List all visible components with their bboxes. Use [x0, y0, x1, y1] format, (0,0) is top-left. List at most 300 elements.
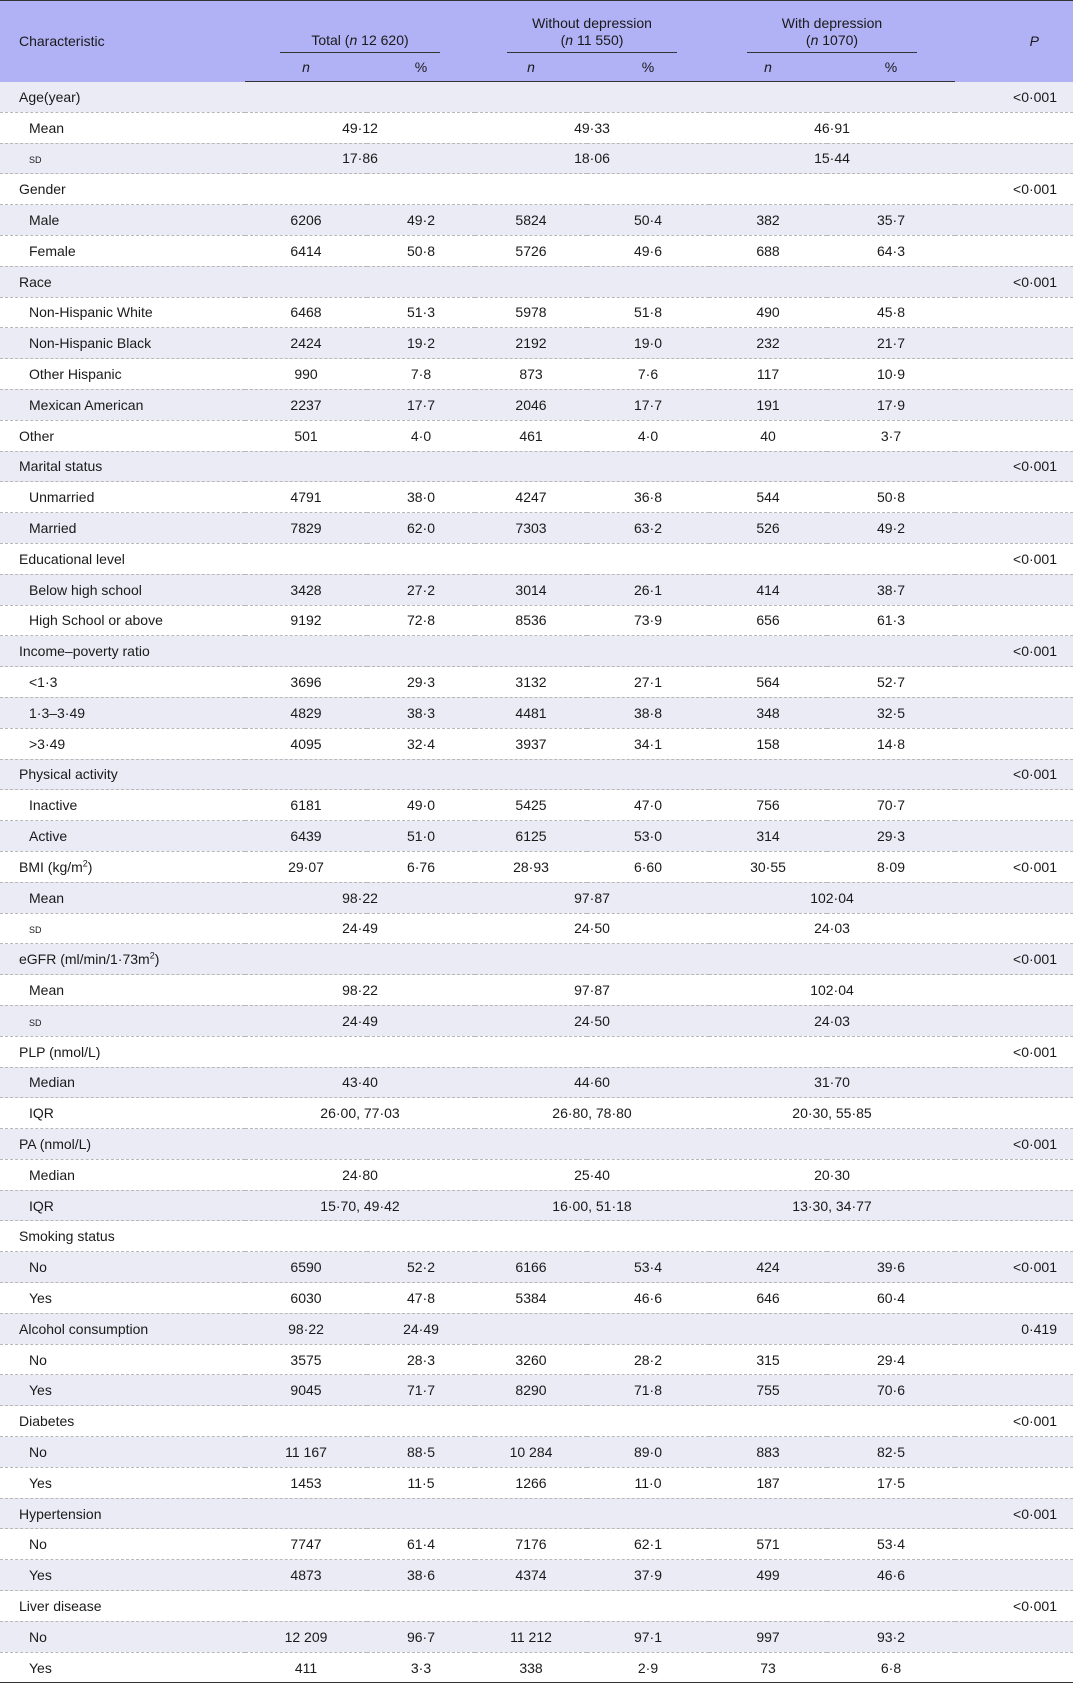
percent-cell: [587, 1498, 709, 1529]
count-cell: 232: [709, 328, 827, 359]
row-label: [0, 1652, 245, 1683]
count-cell: 3696: [245, 667, 367, 698]
row-label: [0, 1129, 245, 1160]
percent-cell: 52·7: [827, 667, 955, 698]
percent-cell: 50·8: [827, 482, 955, 513]
p-value-cell: [955, 482, 1073, 513]
p-value-cell: [955, 1344, 1073, 1375]
count-cell: 3014: [475, 574, 587, 605]
count-cell: [475, 451, 587, 482]
row-label-text: Unmarried: [29, 489, 95, 506]
row-label: [0, 205, 245, 236]
percent-cell: 64·3: [827, 235, 955, 266]
percent-cell: [827, 759, 955, 790]
count-cell: 9192: [245, 605, 367, 636]
count-cell: 756: [709, 790, 827, 821]
p-value-cell: <0·001: [955, 543, 1073, 574]
p-value-cell: <0·001: [955, 1252, 1073, 1283]
percent-cell: [587, 451, 709, 482]
table-row: [0, 1375, 1073, 1406]
count-cell: 6439: [245, 821, 367, 852]
count-cell: 3260: [475, 1344, 587, 1375]
row-label-text: Mean: [29, 982, 65, 998]
row-label: [0, 944, 245, 975]
row-label: [0, 697, 245, 728]
percent-cell: 97·1: [587, 1621, 709, 1652]
p-value-cell: <0·001: [955, 266, 1073, 297]
table-row: [0, 975, 1073, 1006]
count-cell: 990: [245, 359, 367, 390]
count-cell: [245, 1591, 367, 1622]
percent-cell: [827, 1406, 955, 1437]
count-cell: [475, 543, 587, 574]
header-with-rest: 1070): [818, 32, 859, 48]
row-label: [0, 1560, 245, 1591]
row-label-superscript: 2: [149, 950, 155, 961]
count-cell: 29·07: [245, 851, 367, 882]
percent-cell: 46·6: [587, 1283, 709, 1314]
row-label-text: High School or above: [29, 612, 163, 629]
count-cell: 98·22: [245, 1313, 367, 1344]
summary-cell: 24·03: [709, 1005, 955, 1036]
table-row: [0, 174, 1073, 205]
percent-cell: 17·7: [367, 389, 475, 420]
row-label: [0, 389, 245, 420]
count-cell: 2237: [245, 389, 367, 420]
row-label: [0, 882, 245, 913]
table-row: [0, 882, 1073, 913]
summary-cell: 24·03: [709, 913, 955, 944]
percent-cell: [827, 1036, 955, 1067]
row-label-text: >3·49: [29, 735, 66, 752]
percent-cell: 29·4: [827, 1344, 955, 1375]
count-cell: 10 284: [475, 1437, 587, 1468]
summary-cell: 13·30, 34·77: [709, 1190, 955, 1221]
table-row: [0, 389, 1073, 420]
row-label-text: Median: [29, 1166, 75, 1183]
count-cell: [245, 82, 367, 113]
row-label: [0, 82, 245, 113]
row-label-suffix: ): [87, 858, 93, 875]
row-label-text: Median: [29, 1074, 75, 1091]
row-label: [0, 328, 245, 359]
header-p: P: [955, 1, 1073, 82]
percent-cell: [827, 82, 955, 113]
row-label: [0, 728, 245, 759]
percent-cell: [827, 266, 955, 297]
row-label-text: Other Hispanic: [29, 366, 122, 383]
count-cell: [475, 1221, 587, 1252]
percent-cell: 49·2: [827, 513, 955, 544]
percent-cell: 3·3: [367, 1652, 475, 1683]
percent-cell: 53·4: [587, 1252, 709, 1283]
header-without-n: n: [565, 32, 574, 48]
row-label-text: No: [29, 1351, 47, 1368]
percent-cell: 2·9: [587, 1652, 709, 1683]
count-cell: [709, 636, 827, 667]
row-label: [0, 975, 245, 1006]
row-label: [0, 174, 245, 205]
table-row: [0, 359, 1073, 390]
count-cell: [245, 1221, 367, 1252]
count-cell: 9045: [245, 1375, 367, 1406]
count-cell: [475, 759, 587, 790]
header-with-n-col: n: [709, 53, 827, 82]
count-cell: 315: [709, 1344, 827, 1375]
table-row: [0, 1283, 1073, 1314]
p-value-cell: [955, 882, 1073, 913]
row-label-text: No: [29, 1443, 47, 1460]
p-value-cell: [955, 112, 1073, 143]
table-row: [0, 1098, 1073, 1129]
header-with-n: n: [810, 32, 819, 48]
percent-cell: 6·76: [367, 851, 475, 882]
count-cell: [709, 1129, 827, 1160]
percent-cell: 70·6: [827, 1375, 955, 1406]
p-value-cell: [955, 821, 1073, 852]
p-value-cell: [955, 1375, 1073, 1406]
count-cell: [709, 1313, 827, 1344]
row-label-text: Hypertension: [19, 1505, 102, 1522]
p-value-cell: [955, 975, 1073, 1006]
percent-cell: 51·3: [367, 297, 475, 328]
percent-cell: 7·6: [587, 359, 709, 390]
summary-cell: 18·06: [475, 143, 709, 174]
count-cell: 6125: [475, 821, 587, 852]
count-cell: 382: [709, 205, 827, 236]
percent-cell: [367, 174, 475, 205]
table-row: [0, 1406, 1073, 1437]
count-cell: 314: [709, 821, 827, 852]
table-row: [0, 574, 1073, 605]
percent-cell: 28·2: [587, 1344, 709, 1375]
percent-cell: 51·8: [587, 297, 709, 328]
count-cell: [245, 174, 367, 205]
percent-cell: [367, 266, 475, 297]
count-cell: [475, 1591, 587, 1622]
count-cell: 646: [709, 1283, 827, 1314]
p-value-cell: [955, 605, 1073, 636]
percent-cell: [367, 82, 475, 113]
row-label-text: Age(year): [19, 88, 81, 105]
percent-cell: 3·7: [827, 420, 955, 451]
p-value-cell: [955, 1067, 1073, 1098]
row-label: [0, 1313, 245, 1344]
row-label: [0, 513, 245, 544]
summary-cell: 102·04: [709, 975, 955, 1006]
row-label-superscript: 2: [82, 858, 88, 869]
p-value-cell: [955, 328, 1073, 359]
table-row: [0, 759, 1073, 790]
count-cell: [709, 451, 827, 482]
p-value-cell: [955, 1221, 1073, 1252]
percent-cell: 35·7: [827, 205, 955, 236]
summary-cell: 31·70: [709, 1067, 955, 1098]
percent-cell: [587, 266, 709, 297]
table-row: [0, 1005, 1073, 1036]
percent-cell: 45·8: [827, 297, 955, 328]
p-value-cell: [955, 389, 1073, 420]
row-label: [0, 112, 245, 143]
row-label-text: Yes: [29, 1474, 52, 1491]
row-label-text: Gender: [19, 181, 66, 198]
percent-cell: [827, 1498, 955, 1529]
row-label-text: Income–poverty ratio: [19, 643, 150, 660]
percent-cell: 37·9: [587, 1560, 709, 1591]
percent-cell: [367, 1036, 475, 1067]
count-cell: 191: [709, 389, 827, 420]
table-row: [0, 636, 1073, 667]
percent-cell: 47·8: [367, 1283, 475, 1314]
count-cell: [709, 1406, 827, 1437]
percent-cell: 61·3: [827, 605, 955, 636]
summary-cell: 49·33: [475, 112, 709, 143]
summary-cell: 97·87: [475, 882, 709, 913]
count-cell: [245, 543, 367, 574]
percent-cell: 38·0: [367, 482, 475, 513]
summary-cell: 43·40: [245, 1067, 475, 1098]
percent-cell: 50·8: [367, 235, 475, 266]
row-label-text: <1·3: [29, 674, 58, 691]
percent-cell: 11·5: [367, 1467, 475, 1498]
percent-cell: 14·8: [827, 728, 955, 759]
p-value-cell: [955, 1190, 1073, 1221]
percent-cell: [587, 174, 709, 205]
percent-cell: 4·0: [587, 420, 709, 451]
row-label: [0, 851, 245, 882]
percent-cell: 17·7: [587, 389, 709, 420]
count-cell: [475, 636, 587, 667]
percent-cell: 34·1: [587, 728, 709, 759]
row-label: [0, 1498, 245, 1529]
count-cell: 3132: [475, 667, 587, 698]
summary-cell: 20·30: [709, 1159, 955, 1190]
count-cell: 6181: [245, 790, 367, 821]
table-row: [0, 205, 1073, 236]
count-cell: 544: [709, 482, 827, 513]
percent-cell: 71·7: [367, 1375, 475, 1406]
header-without-n-col: n: [475, 53, 587, 82]
percent-cell: 47·0: [587, 790, 709, 821]
count-cell: 5425: [475, 790, 587, 821]
p-value-cell: <0·001: [955, 636, 1073, 667]
header-total-title: Total (: [311, 32, 350, 48]
row-label-text: Male: [29, 212, 60, 229]
count-cell: [475, 944, 587, 975]
table-row: [0, 1621, 1073, 1652]
row-label: [0, 790, 245, 821]
row-label-text: Marital status: [19, 458, 103, 475]
header-characteristic: Characteristic: [0, 1, 245, 82]
percent-cell: 19·2: [367, 328, 475, 359]
p-value-cell: [955, 1467, 1073, 1498]
table-row: [0, 697, 1073, 728]
percent-cell: 32·5: [827, 697, 955, 728]
row-label-text: Physical activity: [19, 766, 118, 783]
row-label-text: eGFR (ml/min/1·73m: [19, 951, 150, 968]
count-cell: 6590: [245, 1252, 367, 1283]
count-cell: 5978: [475, 297, 587, 328]
row-label: [0, 1067, 245, 1098]
table-row: [0, 1129, 1073, 1160]
row-label: [0, 1098, 245, 1129]
row-label-text: Other: [19, 427, 55, 444]
percent-cell: [827, 944, 955, 975]
row-label: [0, 759, 245, 790]
summary-cell: 98·22: [245, 975, 475, 1006]
row-label: [0, 235, 245, 266]
table-row: [0, 482, 1073, 513]
summary-cell: 97·87: [475, 975, 709, 1006]
count-cell: [245, 1498, 367, 1529]
percent-cell: 38·8: [587, 697, 709, 728]
table-row: [0, 1560, 1073, 1591]
table-row: [0, 1529, 1073, 1560]
p-value-cell: [955, 1098, 1073, 1129]
count-cell: 997: [709, 1621, 827, 1652]
percent-cell: 7·8: [367, 359, 475, 390]
row-label-text: No: [29, 1536, 47, 1553]
row-label: [0, 1529, 245, 1560]
table-row: [0, 1252, 1073, 1283]
table-row: [0, 420, 1073, 451]
table-row: [0, 1344, 1073, 1375]
percent-cell: [827, 174, 955, 205]
count-cell: 8536: [475, 605, 587, 636]
summary-cell: 98·22: [245, 882, 475, 913]
percent-cell: 4·0: [367, 420, 475, 451]
percent-cell: 89·0: [587, 1437, 709, 1468]
percent-cell: 38·3: [367, 697, 475, 728]
row-label-text: Smoking status: [19, 1228, 115, 1245]
percent-cell: 50·4: [587, 205, 709, 236]
count-cell: 187: [709, 1467, 827, 1498]
percent-cell: 72·8: [367, 605, 475, 636]
p-value-cell: <0·001: [955, 851, 1073, 882]
count-cell: 11 212: [475, 1621, 587, 1652]
count-cell: 883: [709, 1437, 827, 1468]
count-cell: 30·55: [709, 851, 827, 882]
count-cell: 3937: [475, 728, 587, 759]
row-label-text: Non-Hispanic Black: [29, 335, 152, 352]
count-cell: 11 167: [245, 1437, 367, 1468]
row-label: [0, 1591, 245, 1622]
percent-cell: 52·2: [367, 1252, 475, 1283]
percent-cell: [367, 944, 475, 975]
row-label: [0, 543, 245, 574]
percent-cell: 49·6: [587, 235, 709, 266]
count-cell: 688: [709, 235, 827, 266]
count-cell: 4481: [475, 697, 587, 728]
row-label: [0, 143, 245, 174]
count-cell: 8290: [475, 1375, 587, 1406]
count-cell: [245, 1129, 367, 1160]
count-cell: 12 209: [245, 1621, 367, 1652]
summary-cell: 24·49: [245, 1005, 475, 1036]
count-cell: 499: [709, 1560, 827, 1591]
count-cell: 73: [709, 1652, 827, 1683]
table-header: [0, 1, 1073, 82]
summary-cell: 24·50: [475, 913, 709, 944]
table-row: [0, 605, 1073, 636]
table-row: [0, 82, 1073, 113]
percent-cell: [587, 636, 709, 667]
row-label-text: Non-Hispanic White: [29, 304, 153, 321]
percent-cell: 93·2: [827, 1621, 955, 1652]
percent-cell: 27·1: [587, 667, 709, 698]
summary-cell: 26·00, 77·03: [245, 1098, 475, 1129]
row-label-text: Yes: [29, 1289, 52, 1306]
row-label: [0, 451, 245, 482]
row-label: [0, 1437, 245, 1468]
percent-cell: [367, 451, 475, 482]
percent-cell: 26·1: [587, 574, 709, 605]
count-cell: 5726: [475, 235, 587, 266]
table-row: [0, 1036, 1073, 1067]
count-cell: [709, 174, 827, 205]
count-cell: [709, 1498, 827, 1529]
header-with-line1: With depression: [781, 15, 883, 31]
header-without-rest: 11 550): [573, 32, 624, 48]
summary-cell: 15·44: [709, 143, 955, 174]
count-cell: 40: [709, 420, 827, 451]
table-row: [0, 1313, 1073, 1344]
count-cell: [475, 1406, 587, 1437]
p-value-cell: [955, 574, 1073, 605]
summary-cell: 102·04: [709, 882, 955, 913]
count-cell: [245, 759, 367, 790]
table-row: [0, 1190, 1073, 1221]
summary-cell: 15·70, 49·42: [245, 1190, 475, 1221]
summary-cell: 49·12: [245, 112, 475, 143]
header-total-rest: 12 620): [357, 32, 409, 48]
header-with-group: With depression (n 1070): [709, 1, 955, 54]
row-label-text: Yes: [29, 1567, 52, 1584]
table-row: [0, 1498, 1073, 1529]
count-cell: [475, 174, 587, 205]
summary-cell: 46·91: [709, 112, 955, 143]
count-cell: 564: [709, 667, 827, 698]
p-value-cell: [955, 1437, 1073, 1468]
percent-cell: [587, 1221, 709, 1252]
row-label: [0, 266, 245, 297]
percent-cell: 27·2: [367, 574, 475, 605]
row-label: [0, 359, 245, 390]
row-label-text: 1·3–3·49: [29, 704, 86, 721]
row-label-text: BMI (kg/m: [19, 858, 83, 875]
percent-cell: 6·8: [827, 1652, 955, 1683]
percent-cell: [367, 759, 475, 790]
p-value-cell: [955, 1283, 1073, 1314]
row-label-text: sd: [29, 1013, 42, 1029]
row-label: [0, 482, 245, 513]
row-label-text: Mexican American: [29, 396, 144, 413]
count-cell: 3575: [245, 1344, 367, 1375]
p-value-cell: [955, 235, 1073, 266]
summary-cell: 26·80, 78·80: [475, 1098, 709, 1129]
count-cell: 4247: [475, 482, 587, 513]
row-label-text: IQR: [29, 1105, 54, 1122]
percent-cell: 49·0: [367, 790, 475, 821]
count-cell: 158: [709, 728, 827, 759]
p-value-cell: <0·001: [955, 1498, 1073, 1529]
p-value-cell: <0·001: [955, 944, 1073, 975]
p-value-cell: [955, 359, 1073, 390]
count-cell: 490: [709, 297, 827, 328]
p-value-cell: [955, 1652, 1073, 1683]
p-value-cell: [955, 1529, 1073, 1560]
count-cell: [245, 1406, 367, 1437]
